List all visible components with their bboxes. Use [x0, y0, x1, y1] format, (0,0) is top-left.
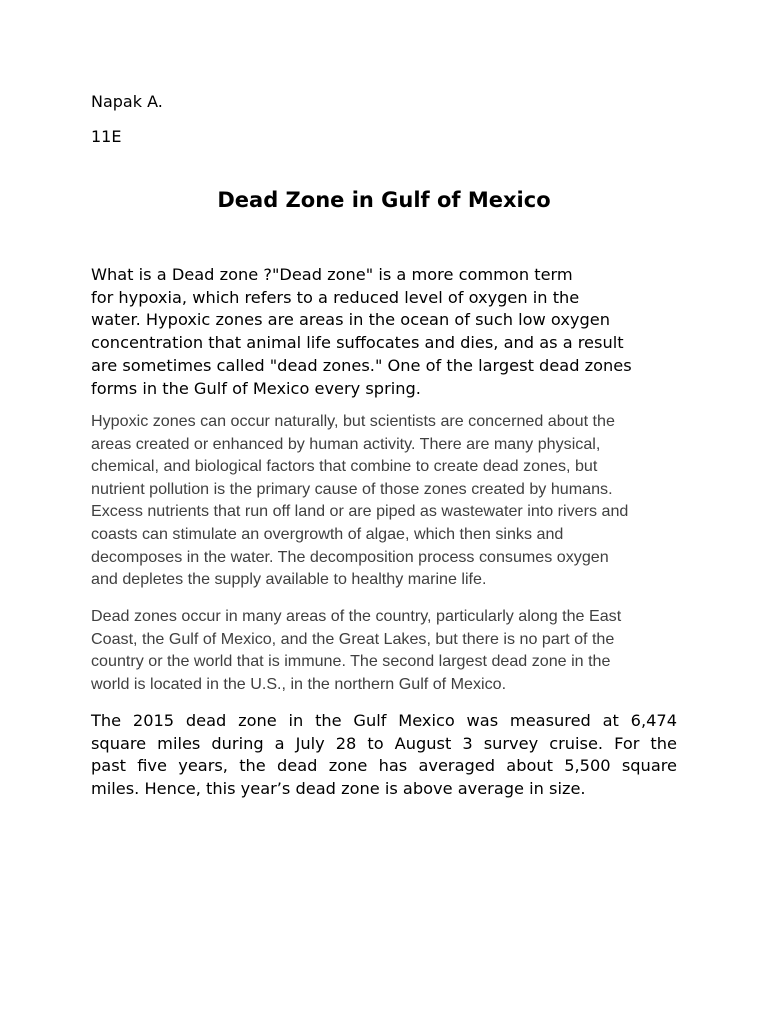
paragraph-line: nutrient pollution is the primary cause of those zones created by humans.	[91, 479, 613, 498]
paragraph-line: and depletes the supply available to healthy marine life.	[91, 570, 487, 589]
paragraph-line: Dead zones occur in many areas of the country, particularly along the East	[91, 607, 622, 625]
paragraph-line: Coast, the Gulf of Mexico, and the Great Lakes, but there is no part of the	[91, 629, 615, 648]
paragraph-line: The 2015 dead zone in the Gulf Mexico was measured at 6,474	[91, 711, 677, 730]
author-name: Napak A.	[91, 92, 163, 111]
paragraph-line: world is located in the U.S., in the northern Gulf of Mexico.	[91, 674, 507, 693]
paragraph-line: decomposes in the water. The decomposition process consumes oxygen	[91, 547, 609, 566]
paragraph-line: are sometimes called "dead zones." One of the largest dead zones	[91, 355, 632, 375]
paragraph-line: areas created or enhanced by human activity. There are many physical,	[91, 434, 601, 453]
paragraph-line: country or the world that is immune. The second largest dead zone in the	[91, 652, 611, 671]
paragraph-line: chemical, and biological factors that combine to create dead zones, but	[91, 457, 598, 476]
paragraph-locations	[91, 605, 691, 695]
paragraph-line: Hypoxic zones can occur naturally, but scientists are concerned about the	[91, 412, 615, 430]
paragraph-line: miles. Hence, this year’s dead zone is above average in size.	[91, 779, 586, 799]
paragraph-measurement	[91, 710, 677, 801]
class-label: 11E	[91, 127, 122, 146]
paragraph-line: Excess nutrients that run off land or are piped as wastewater into rivers and	[91, 502, 629, 521]
paragraph-line: past five years, the dead zone has averaged about 5,500 square	[91, 756, 677, 776]
document-title: Dead Zone in Gulf of Mexico	[217, 188, 551, 212]
paragraph-line: concentration that animal life suffocates and dies, and as a result	[91, 333, 624, 353]
paragraph-line: water. Hypoxic zones are areas in the ocean of such low oxygen	[91, 310, 610, 330]
paragraph-line: for hypoxia, which refers to a reduced level of oxygen in the	[91, 287, 580, 307]
paragraph-line: forms in the Gulf of Mexico every spring.	[91, 378, 421, 398]
paragraph-line: What is a Dead zone ?"Dead zone" is a more common term	[91, 265, 573, 284]
paragraph-line: square miles during a July 28 to August 3 survey cruise. For the	[91, 733, 677, 753]
paragraph-line: coasts can stimulate an overgrowth of algae, which then sinks and	[91, 524, 564, 543]
paragraph-intro	[91, 264, 691, 400]
paragraph-causes	[91, 410, 691, 591]
